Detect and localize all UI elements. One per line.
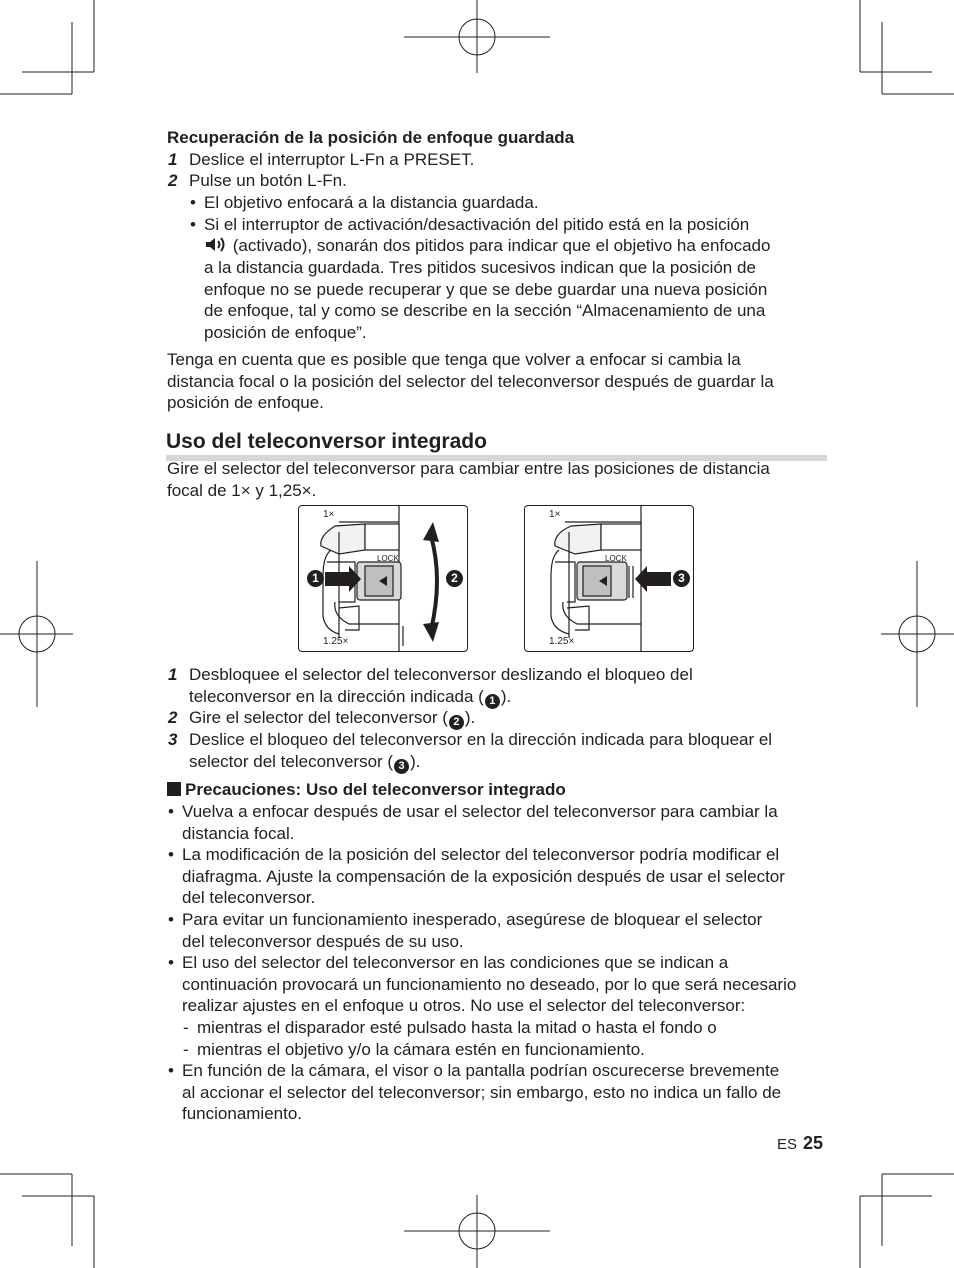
recall-step-1-text: Deslice el interruptor L-Fn a PRESET. (189, 150, 475, 169)
square-bullet-icon (167, 782, 181, 796)
step-3-line-2-post: ). (410, 752, 421, 771)
step-1-number: 1 (168, 665, 178, 684)
caution-2-line-2: diafragma. Ajuste la compensación de la exposición después de usar el selector (182, 867, 785, 886)
label-1x: 1× (323, 509, 335, 520)
beep-on-icon (204, 236, 228, 253)
dash: - (183, 1040, 189, 1059)
recall-step-2-number: 2 (168, 171, 178, 190)
recall-bullet-2-line-2-text: (activado), sonarán dos pitidos para indicar que el objetivo ha enfocado (232, 236, 771, 255)
label-1x: 1× (549, 509, 561, 520)
caution-4-line-3: realizar ajustes en el enfoque u otros. No use el selector del teleconversor: (182, 996, 746, 1015)
caution-4-line-1: El uso del selector del teleconversor en las condiciones que se indican a (182, 953, 729, 972)
step-1-line-1: Desbloquee el selector del teleconversor deslizando el bloqueo del (189, 665, 693, 684)
intro-line-1: Gire el selector del teleconversor para cambiar entre las posiciones de distancia (167, 459, 770, 478)
page-number: 25 (802, 1133, 823, 1153)
bullet: • (168, 910, 174, 929)
page-lang: ES (776, 1136, 797, 1153)
note-line-3: posición de enfoque. (167, 393, 324, 412)
caution-1-line-2: distancia focal. (182, 824, 295, 843)
caution-5-line-1: En función de la cámara, el visor o la pantalla podrían oscurecerse brevemente (182, 1061, 780, 1080)
label-125x: 1.25× (323, 636, 349, 647)
callout-3: 3 (673, 570, 690, 587)
recall-bullet-2-line-3: a la distancia guardada. Tres pitidos sucesivos indican que la posición de (204, 258, 756, 277)
recall-bullet-1: El objetivo enfocará a la distancia guardada. (204, 193, 539, 212)
step-1-line-2-post: ). (500, 687, 512, 706)
circled-1-icon: 1 (485, 694, 500, 709)
intro-line-2: focal de 1× y 1,25×. (167, 481, 317, 500)
caution-5-line-2: al accionar el selector del teleconversor; sin embargo, esto no indica un fallo de (182, 1083, 782, 1102)
caution-4-line-2: continuación provocará un funcionamiento no deseado, por lo que será necesario (182, 975, 797, 994)
recall-bullet-2-line-1: Si el interruptor de activación/desactivación del pitido está en la posición (204, 215, 750, 234)
recall-bullet-2-line-2 (204, 235, 770, 257)
caution-5-line-3: funcionamiento. (182, 1104, 303, 1123)
caution-3-line-2: del teleconversor después de su uso. (182, 932, 464, 951)
step-2-number: 2 (168, 708, 178, 727)
teleconverter-diagram-right (525, 506, 693, 651)
step-1-line-2 (189, 686, 511, 709)
step-3-line-2-pre: selector del teleconversor ( (189, 752, 394, 771)
recall-bullet-2-line-4: enfoque no se puede recuperar y que se debe guardar una nueva posición (204, 280, 768, 299)
callout-2: 2 (446, 570, 463, 587)
note-line-1: Tenga en cuenta que es posible que tenga que volver a enfocar si cambia la (167, 350, 741, 369)
section-title: Uso del teleconversor integrado (166, 429, 827, 461)
cautions-heading (167, 779, 566, 801)
teleconverter-diagram-left (299, 506, 467, 651)
lock-label: LOCK (377, 554, 399, 563)
recall-bullet-2-line-6: posición de enfoque”. (204, 323, 367, 342)
recall-step-1-number: 1 (168, 150, 178, 169)
figure-lock (524, 505, 694, 652)
callout-1: 1 (307, 570, 324, 587)
bullet: • (190, 193, 196, 212)
page-footer (777, 1133, 823, 1156)
label-125x: 1.25× (549, 636, 575, 647)
step-2-line (189, 707, 475, 730)
dash: - (183, 1018, 189, 1037)
caution-3-line-1: Para evitar un funcionamiento inesperado, asegúrese de bloquear el selector (182, 910, 763, 929)
recall-step-2-text: Pulse un botón L-Fn. (189, 171, 347, 190)
step-3-number: 3 (168, 730, 178, 749)
recall-bullet-2-line-5: de enfoque, tal y como se describe en la sección “Almacenamiento de una (204, 301, 766, 320)
bullet: • (190, 215, 196, 234)
step-3-line-2 (189, 751, 420, 774)
caution-1-line-1: Vuelva a enfocar después de usar el selector del teleconversor para cambiar la (182, 802, 778, 821)
dash-item-2: mientras el objetivo y/o la cámara estén en funcionamiento. (197, 1040, 645, 1059)
dash-item-1: mientras el disparador esté pulsado hasta la mitad o hasta el fondo o (197, 1018, 717, 1037)
lock-label: LOCK (605, 554, 627, 563)
circled-2-icon: 2 (449, 715, 464, 730)
bullet: • (168, 845, 174, 864)
caution-2-line-3: del teleconversor. (182, 888, 316, 907)
bullet: • (168, 1061, 174, 1080)
note-line-2: distancia focal o la posición del selector del teleconversor después de guardar la (167, 372, 774, 391)
bullet: • (168, 802, 174, 821)
step-1-line-2-pre: teleconversor en la dirección indicada ( (189, 687, 484, 706)
recall-heading: Recuperación de la posición de enfoque guardada (167, 128, 575, 147)
figure-unlock-rotate (298, 505, 468, 652)
step-2-post: ). (464, 708, 476, 727)
circled-3-icon: 3 (394, 759, 409, 774)
bullet: • (168, 953, 174, 972)
step-3-line-1: Deslice el bloqueo del teleconversor en la dirección indicada para bloquear el (189, 730, 773, 749)
step-2-pre: Gire el selector del teleconversor ( (189, 708, 448, 727)
caution-2-line-1: La modificación de la posición del selector del teleconversor podría modificar el (182, 845, 780, 864)
cautions-title: Precauciones: Uso del teleconversor integrado (185, 780, 566, 799)
